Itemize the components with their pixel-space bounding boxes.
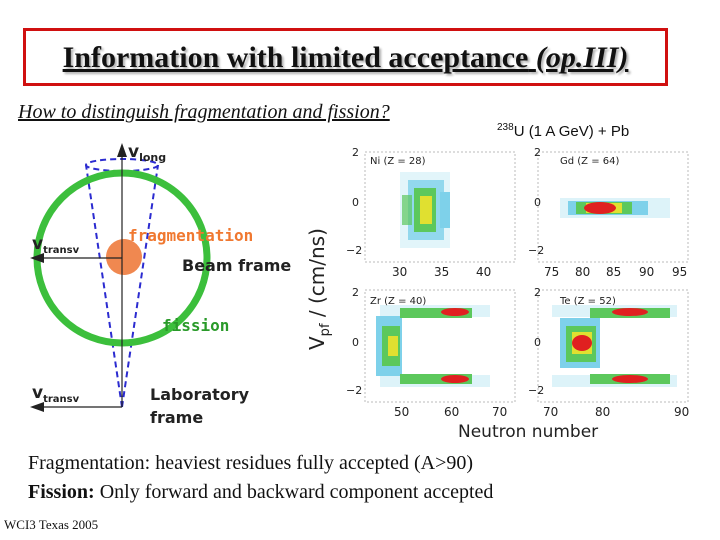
heatmap-ni <box>400 172 450 248</box>
y-tick: −2 <box>528 384 545 397</box>
frame-label: frame <box>150 408 204 427</box>
long-axis-arrowhead <box>117 143 127 157</box>
fragmentation-label: fragmentation <box>128 226 254 245</box>
y-tick: −2 <box>346 244 363 257</box>
reaction-label <box>497 122 629 140</box>
x-tick: 80 <box>575 265 591 279</box>
velocity-plots <box>290 140 710 445</box>
laboratory-label: Laboratory <box>150 385 250 404</box>
y-tick: 0 <box>352 336 359 349</box>
v-transv-label-lab: $v_{transv}$ <box>32 383 80 405</box>
x-tick: 60 <box>444 405 460 419</box>
panel-gd <box>528 146 688 279</box>
panel-zr <box>346 286 515 419</box>
question-text: How to distinguish fragmentation and fission? <box>18 101 390 123</box>
panel-label: Gd (Z = 64) <box>560 156 620 167</box>
x-tick: 50 <box>394 405 410 419</box>
v-transv-label-beam: $v_{transv}$ <box>32 234 80 256</box>
x-tick: 40 <box>476 265 492 279</box>
reaction-mass: 238 <box>497 122 514 133</box>
caption-line-1: Fragmentation: heaviest residues fully accepted (A>90) <box>28 452 474 474</box>
x-tick: 80 <box>595 405 611 419</box>
x-tick: 95 <box>672 265 688 279</box>
y-tick: 2 <box>534 286 541 299</box>
x-tick: 90 <box>674 405 690 419</box>
y-tick: −2 <box>528 244 545 257</box>
cone-left-edge <box>86 165 122 407</box>
x-tick: 30 <box>392 265 408 279</box>
panel-te <box>528 286 689 419</box>
x-tick: 70 <box>492 405 508 419</box>
kinematics-diagram <box>20 135 310 435</box>
fission-label: fission <box>162 316 230 335</box>
y-tick: 2 <box>352 286 359 299</box>
transv-axis-lab-arrowhead <box>30 402 44 412</box>
x-tick: 35 <box>434 265 450 279</box>
panel-label: Ni (Z = 28) <box>370 156 426 167</box>
y-tick: 2 <box>534 146 541 159</box>
cone-right-edge <box>122 165 158 407</box>
title-box <box>23 28 668 86</box>
x-axis-title: Neutron number <box>458 422 599 442</box>
y-axis-title: $V_{pf} / (cm/ns)$ <box>305 228 333 350</box>
x-tick: 85 <box>606 265 622 279</box>
footer-text: WCI3 Texas 2005 <box>4 517 99 532</box>
panel-label: Te (Z = 52) <box>560 296 616 307</box>
title-italic: (op.III) <box>535 41 629 74</box>
heatmap-gd <box>560 198 670 218</box>
v-long-label: $v_{long}$ <box>128 142 167 164</box>
y-tick: 0 <box>534 196 541 209</box>
slide-title <box>26 41 665 75</box>
y-tick: −2 <box>346 384 363 397</box>
y-tick: 0 <box>534 336 541 349</box>
caption-fission-rest: Only forward and backward component accepted <box>94 481 494 503</box>
y-tick: 2 <box>352 146 359 159</box>
y-tick: 0 <box>352 196 359 209</box>
panel-ni <box>346 146 515 279</box>
caption-fission-bold: Fission: <box>28 481 95 503</box>
x-tick: 75 <box>544 265 560 279</box>
panel-label: Zr (Z = 40) <box>370 296 427 307</box>
x-tick: 90 <box>639 265 655 279</box>
title-main: Information with limited acceptance <box>62 41 529 74</box>
beam-frame-label: Beam frame <box>182 256 292 275</box>
x-tick: 70 <box>543 405 559 419</box>
caption-line-2 <box>28 481 493 504</box>
reaction-text: U (1 A GeV) + Pb <box>513 123 630 140</box>
